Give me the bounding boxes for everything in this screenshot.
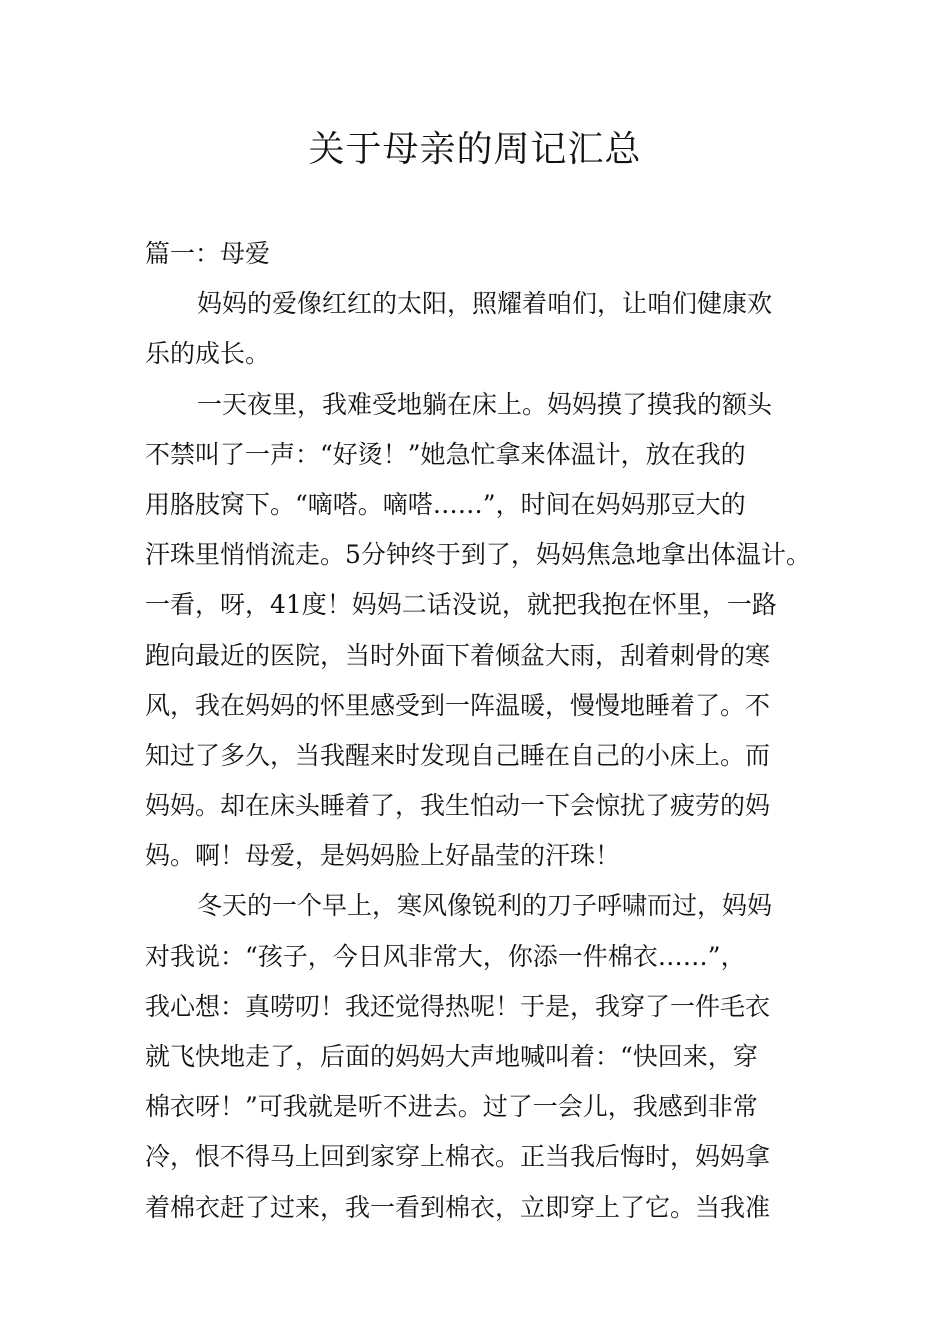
paragraph-line: 一看，呀，41度！妈妈二话没说，就把我抱在怀里，一路: [145, 590, 777, 620]
paragraph: [145, 881, 809, 1232]
paragraph-line: 对我说：“孩子，今日风非常大，你添一件棉衣……”，: [145, 941, 746, 971]
paragraph-line: 一天夜里，我难受地躺在床上。妈妈摸了摸我的额头: [197, 389, 773, 419]
paragraph-line: 冬天的一个早上，寒风像锐利的刀子呼啸而过，妈妈: [197, 891, 773, 921]
paragraph-line: 用胳肢窝下。“嘀嗒。嘀嗒……”，时间在妈妈那豆大的: [145, 489, 746, 519]
paragraph-line: 妈妈。却在床头睡着了，我生怕动一下会惊扰了疲劳的妈: [145, 791, 771, 821]
section-heading: 篇一：母爱: [145, 239, 271, 268]
paragraph-line: 不禁叫了一声：“好烫！”她急忙拿来体温计，放在我的: [145, 439, 746, 469]
document-title: 关于母亲的周记汇总: [308, 129, 642, 170]
paragraph-line: 就飞快地走了，后面的妈妈大声地喊叫着：“快回来，穿: [145, 1042, 758, 1072]
paragraph-line: 棉衣呀！”可我就是听不进去。过了一会儿，我感到非常: [145, 1092, 758, 1122]
paragraph-line: 我心想：真唠叨！我还觉得热呢！于是，我穿了一件毛衣: [145, 991, 771, 1021]
paragraph-line: 汗珠里悄悄流走。5分钟终于到了，妈妈焦急地拿出体温计。: [145, 540, 811, 570]
paragraph-line: 着棉衣赶了过来，我一看到棉衣，立即穿上了它。当我准: [145, 1192, 771, 1222]
paragraph-line: 乐的成长。: [145, 339, 271, 369]
paragraph-line: 知过了多久，当我醒来时发现自己睡在自己的小床上。而: [145, 740, 771, 770]
paragraph-line: 跑向最近的医院，当时外面下着倾盆大雨，刮着刺骨的寒: [145, 640, 771, 670]
paragraph-line: 妈。啊！母爱，是妈妈脸上好晶莹的汗珠！: [145, 841, 621, 871]
paragraph: [145, 380, 809, 882]
paragraph-line: 风，我在妈妈的怀里感受到一阵温暖，慢慢地睡着了。不: [145, 690, 771, 720]
document-body: [145, 229, 809, 1233]
paragraph-line: 冷，恨不得马上回到家穿上棉衣。正当我后悔时，妈妈拿: [145, 1142, 771, 1172]
paragraph-line: 妈妈的爱像红红的太阳，照耀着咱们，让咱们健康欢: [197, 289, 773, 319]
paragraph: [145, 279, 809, 379]
